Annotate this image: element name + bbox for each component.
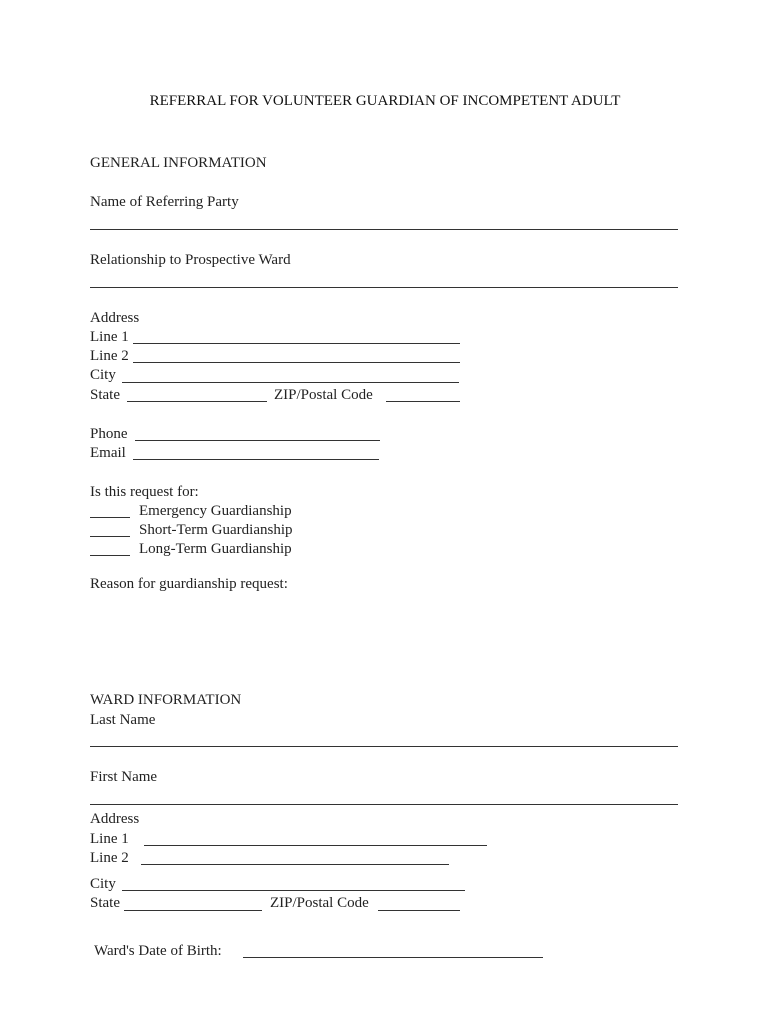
ward-line1-label: Line 1 (90, 831, 129, 847)
long-term-option-label: Long-Term Guardianship (139, 541, 292, 557)
referring-party-label: Name of Referring Party (90, 194, 239, 210)
state-field[interactable] (127, 401, 267, 402)
reason-label: Reason for guardianship request: (90, 576, 288, 592)
state-label: State (90, 387, 120, 403)
ward-zip-label: ZIP/Postal Code (270, 895, 369, 911)
city-label: City (90, 367, 116, 383)
city-field[interactable] (122, 382, 459, 383)
address-line1-field[interactable] (133, 343, 460, 344)
zip-field[interactable] (386, 401, 460, 402)
ward-line1-field[interactable] (144, 845, 487, 846)
ward-state-field[interactable] (124, 910, 262, 911)
emergency-checkbox[interactable] (90, 517, 130, 518)
zip-label: ZIP/Postal Code (274, 387, 373, 403)
ward-zip-field[interactable] (378, 910, 460, 911)
long-term-checkbox[interactable] (90, 555, 130, 556)
address-line2-label: Line 2 (90, 348, 129, 364)
request-for-label: Is this request for: (90, 484, 199, 500)
ward-address-label: Address (90, 811, 140, 827)
ward-last-name-label: Last Name (90, 712, 156, 728)
ward-dob-label: Ward's Date of Birth: (94, 943, 222, 959)
ward-first-name-label: First Name (90, 769, 158, 785)
phone-field[interactable] (135, 440, 380, 441)
ward-dob-field[interactable] (243, 957, 543, 958)
short-term-option-label: Short-Term Guardianship (139, 522, 293, 538)
email-label: Email (90, 445, 126, 461)
ward-first-name-field[interactable] (90, 804, 678, 805)
ward-city-label: City (90, 876, 116, 892)
page-title: REFERRAL FOR VOLUNTEER GUARDIAN OF INCOMPETENT ADULT (149, 93, 621, 109)
short-term-checkbox[interactable] (90, 536, 130, 537)
general-heading: GENERAL INFORMATION (90, 155, 267, 171)
ward-line2-label: Line 2 (90, 850, 129, 866)
address-line2-field[interactable] (133, 362, 460, 363)
relationship-field[interactable] (90, 287, 678, 288)
email-field[interactable] (133, 459, 379, 460)
phone-label: Phone (90, 426, 128, 442)
ward-heading: WARD INFORMATION (90, 692, 242, 708)
address-label: Address (90, 310, 140, 326)
relationship-label: Relationship to Prospective Ward (90, 252, 291, 268)
ward-state-label: State (90, 895, 120, 911)
emergency-option-label: Emergency Guardianship (139, 503, 292, 519)
ward-line2-field[interactable] (141, 864, 449, 865)
ward-last-name-field[interactable] (90, 746, 678, 747)
address-line1-label: Line 1 (90, 329, 129, 345)
ward-city-field[interactable] (122, 890, 465, 891)
referring-party-field[interactable] (90, 229, 678, 230)
